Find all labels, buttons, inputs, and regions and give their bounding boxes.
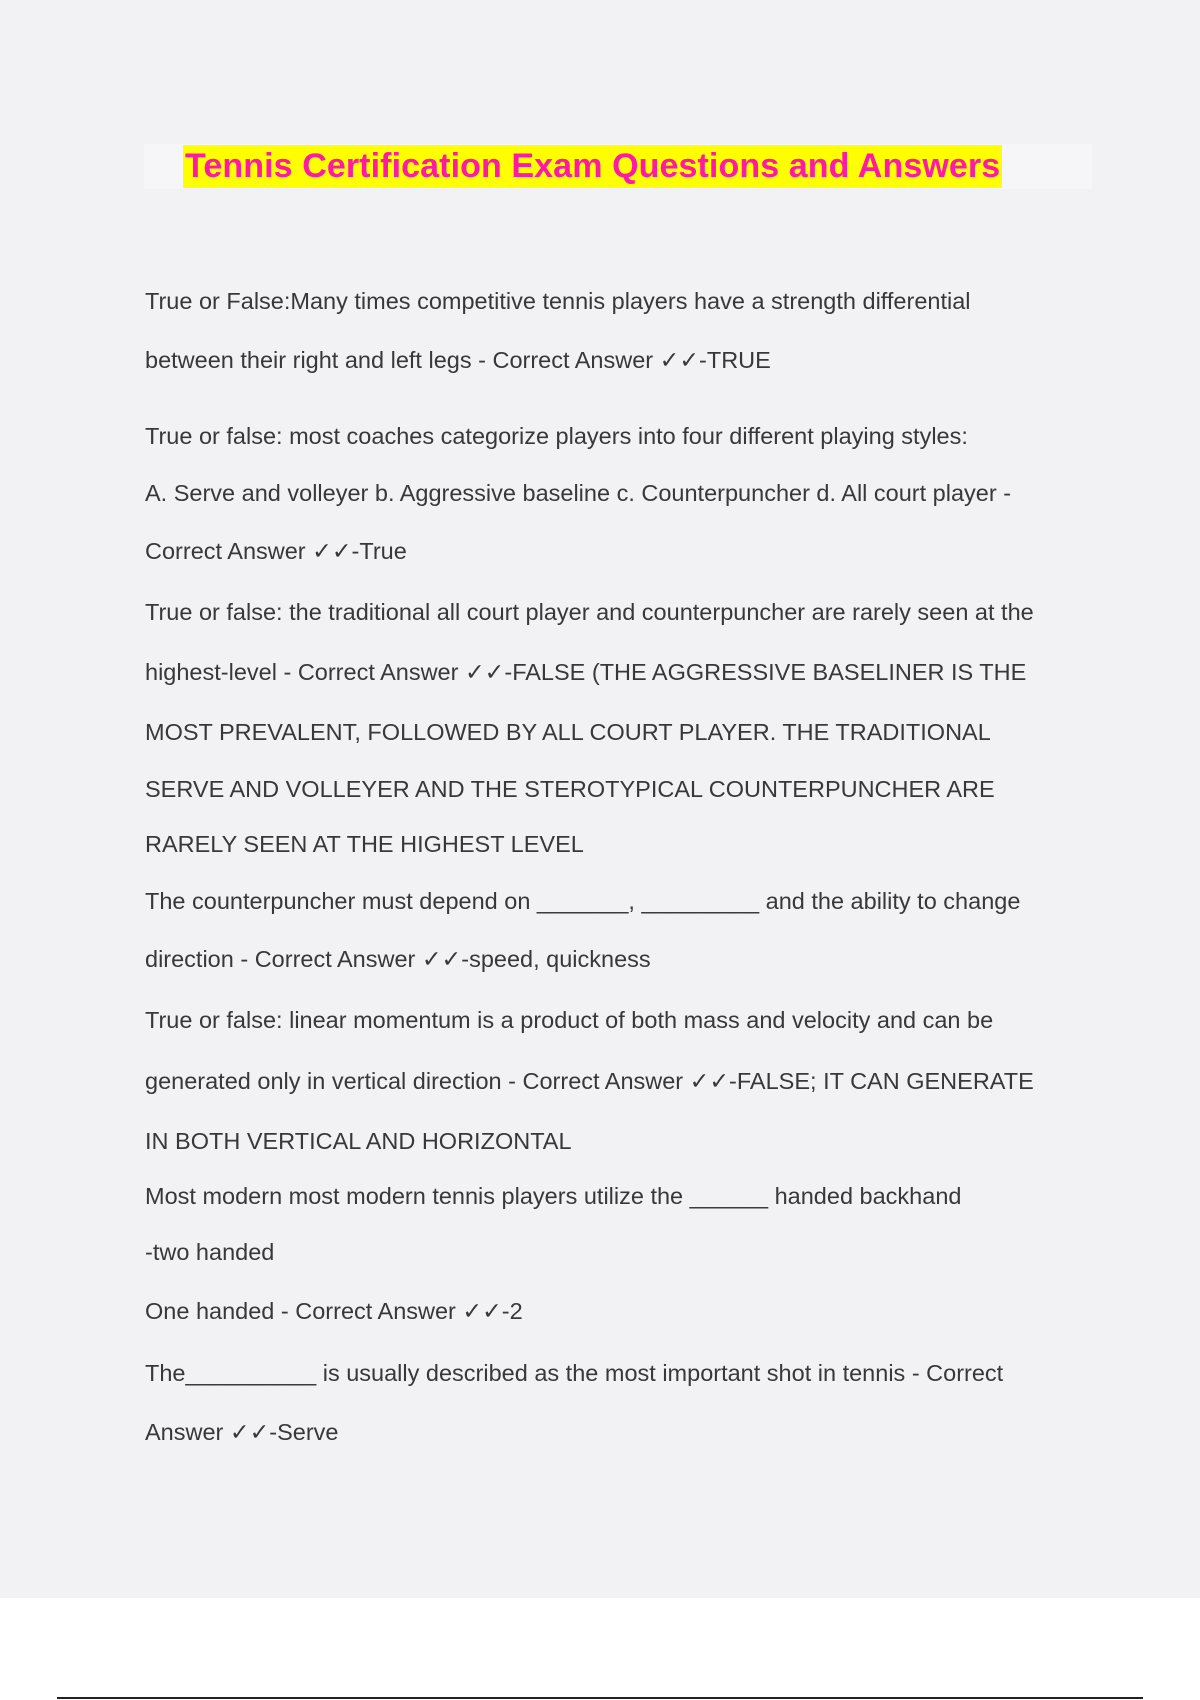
text-line: SERVE AND VOLLEYER AND THE STEROTYPICAL COUNTERPUNCHER ARE <box>145 776 995 802</box>
text-line: generated only in vertical direction - Correct Answer ✓✓-FALSE; IT CAN GENERATE <box>145 1068 1034 1094</box>
text-line: The counterpuncher must depend on _______, _________ and the ability to change <box>145 888 1021 914</box>
text-line: highest-level - Correct Answer ✓✓-FALSE (THE AGGRESSIVE BASELINER IS THE <box>145 659 1027 685</box>
text-line: True or false: most coaches categorize players into four different playing styles: <box>145 423 968 449</box>
text-line: MOST PREVALENT, FOLLOWED BY ALL COURT PLAYER. THE TRADITIONAL <box>145 719 991 745</box>
footer-divider <box>57 1697 1143 1699</box>
text-line: One handed - Correct Answer ✓✓-2 <box>145 1298 523 1324</box>
text-line: Correct Answer ✓✓-True <box>145 538 407 564</box>
text-line: RARELY SEEN AT THE HIGHEST LEVEL <box>145 831 584 857</box>
text-line: -two handed <box>145 1239 275 1265</box>
document-title: Tennis Certification Exam Questions and Answers <box>183 145 1002 188</box>
text-line: The__________ is usually described as the most important shot in tennis - Correct <box>145 1360 1004 1386</box>
text-line: IN BOTH VERTICAL AND HORIZONTAL <box>145 1128 572 1154</box>
text-line: True or False:Many times competitive tennis players have a strength differential <box>145 288 971 314</box>
text-line: Answer ✓✓-Serve <box>145 1419 339 1445</box>
text-line: True or false: the traditional all court player and counterpuncher are rarely seen at the <box>145 599 1034 625</box>
text-line: Most modern most modern tennis players utilize the ______ handed backhand <box>145 1183 962 1209</box>
text-line: between their right and left legs - Correct Answer ✓✓-TRUE <box>145 347 771 373</box>
text-line: A. Serve and volleyer b. Aggressive baseline c. Counterpuncher d. All court player - <box>145 480 1012 506</box>
text-line: direction - Correct Answer ✓✓-speed, quickness <box>145 946 651 972</box>
text-line: True or false: linear momentum is a product of both mass and velocity and can be <box>145 1007 994 1033</box>
